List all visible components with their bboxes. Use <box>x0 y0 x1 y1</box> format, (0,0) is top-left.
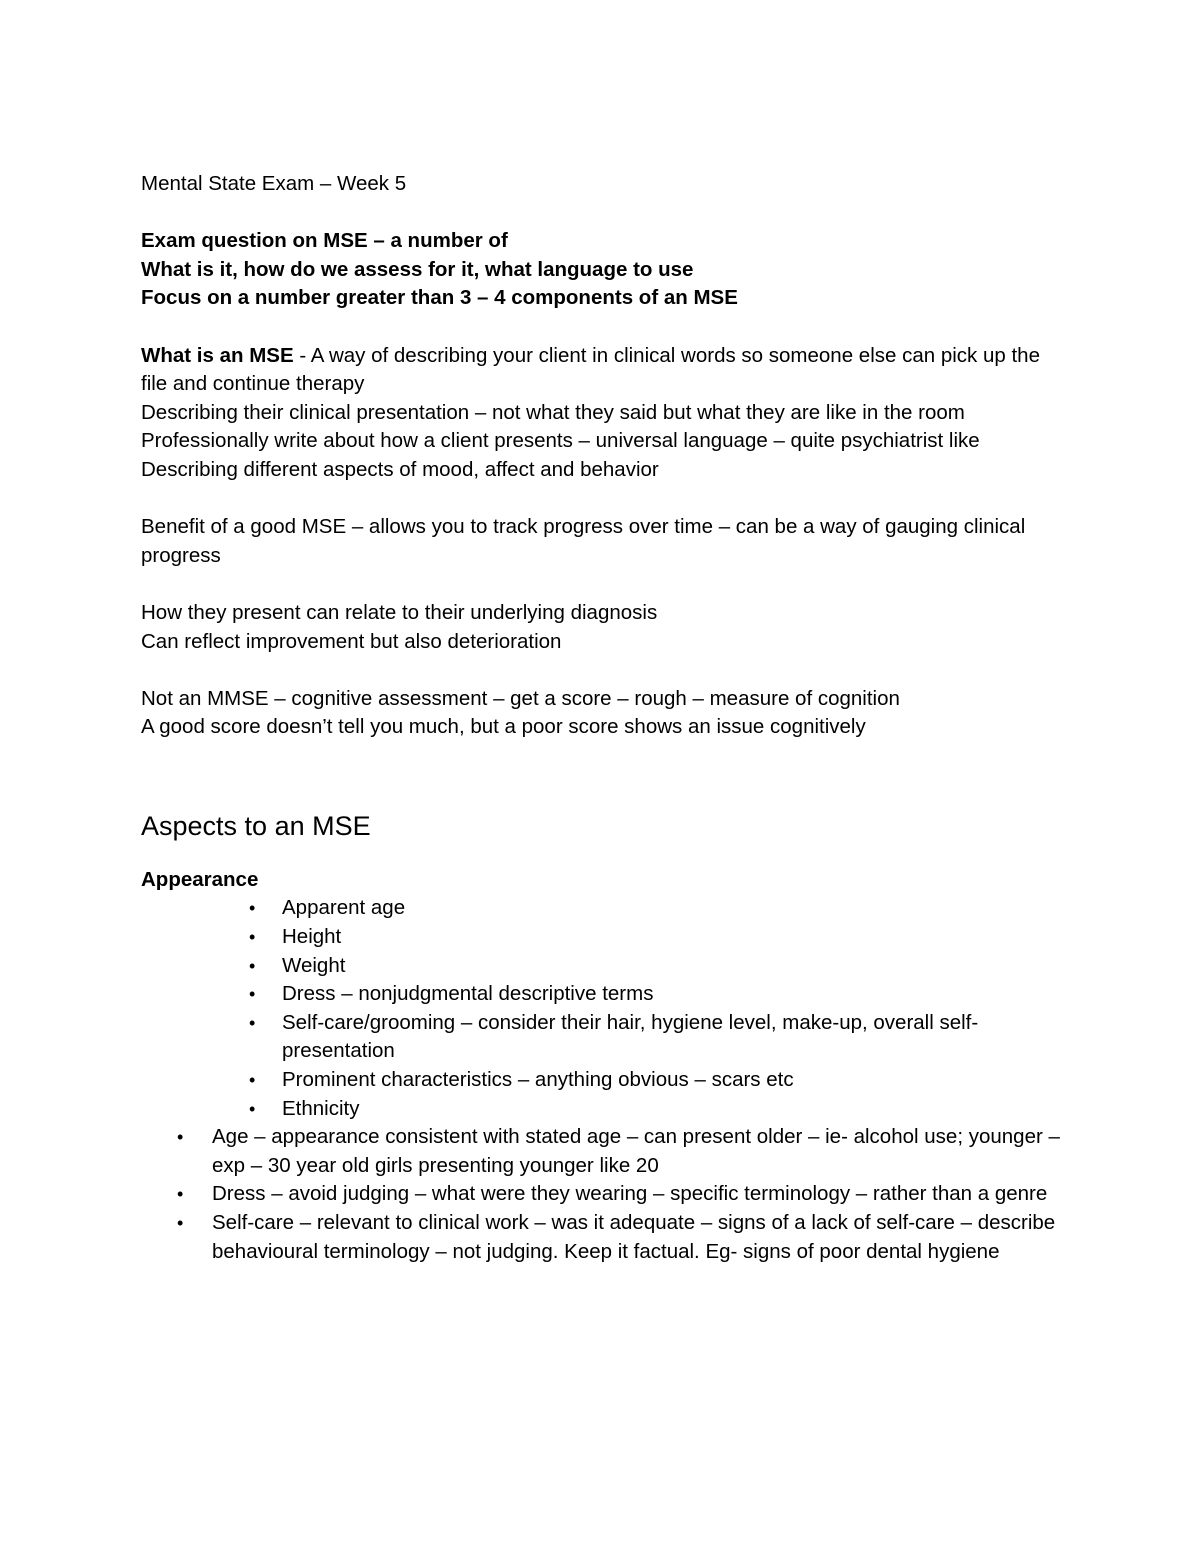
list-item-text: Self-care – relevant to clinical work – was it adequate – signs of a lack of self-care – describe behavioural terminology – not judging. Keep it factual. Eg- signs of poor dental hygiene <box>212 1211 1056 1263</box>
list-item-text: Prominent characteristics – anything obvious – scars etc <box>282 1068 794 1092</box>
what-is-line-2: Professionally write about how a client presents – universal language – quite psychiatrist like <box>141 429 980 453</box>
list-item-text: Apparent age <box>282 896 406 920</box>
bullet-icon: • <box>249 898 256 919</box>
list-item <box>141 1009 1071 1066</box>
bullet-icon: • <box>249 1070 256 1091</box>
bullet-icon: • <box>177 1213 184 1233</box>
bullet-icon: • <box>249 1098 256 1119</box>
spacer <box>141 313 1071 342</box>
intro-line-3: Focus on a number greater than 3 – 4 components of an MSE <box>141 286 738 310</box>
list-item <box>141 1066 1071 1095</box>
document-body <box>141 170 1071 1266</box>
appearance-outer-list <box>141 1123 1071 1266</box>
bullet-icon: • <box>177 1184 184 1205</box>
appearance-inner-list <box>141 894 1071 1123</box>
bullet-icon: • <box>249 984 256 1005</box>
bullet-icon: • <box>249 1012 256 1033</box>
intro-line-2: What is it, how do we assess for it, what language to use <box>141 257 694 281</box>
spacer <box>141 656 1071 685</box>
list-item-text: Height <box>282 925 342 949</box>
list-item <box>141 980 1071 1009</box>
what-is-mse-paragraph <box>141 342 1071 399</box>
bullet-icon: • <box>249 955 256 976</box>
list-item-text: Weight <box>282 953 346 977</box>
spacer <box>141 570 1071 599</box>
list-item-text: Age – appearance consistent with stated age – can present older – ie- alcohol use; younger – exp – 30 year old girls presenting younger like 20 <box>212 1125 1060 1177</box>
list-item <box>141 1123 1071 1180</box>
mmse-line-1: Not an MMSE – cognitive assessment – get a score – rough – measure of cognition <box>141 686 900 710</box>
bullet-icon: • <box>177 1127 184 1148</box>
spacer <box>141 846 1071 866</box>
list-item <box>141 1180 1071 1209</box>
list-item <box>141 1209 1071 1266</box>
what-is-line-1: Describing their clinical presentation – not what they said but what they are like in the room <box>141 400 965 424</box>
what-is-mse-label: What is an MSE <box>141 343 294 367</box>
document-title: Mental State Exam – Week 5 <box>141 172 407 195</box>
what-is-mse-text: - A way of describing your client in clinical words so someone else can pick up the file and continue therapy <box>141 343 1040 396</box>
list-item-text: Dress – nonjudgmental descriptive terms <box>282 982 654 1006</box>
list-item <box>141 1095 1071 1124</box>
section-heading: Aspects to an MSE <box>141 810 371 841</box>
appearance-label: Appearance <box>141 867 259 891</box>
list-item <box>141 923 1071 952</box>
present-line-2: Can reflect improvement but also deterioration <box>141 629 562 653</box>
spacer <box>141 742 1071 806</box>
list-item <box>141 952 1071 981</box>
list-item <box>141 894 1071 923</box>
spacer <box>141 485 1071 514</box>
present-line-1: How they present can relate to their underlying diagnosis <box>141 600 658 624</box>
spacer <box>141 199 1071 228</box>
bullet-icon: • <box>249 927 256 948</box>
benefit-paragraph: Benefit of a good MSE – allows you to track progress over time – can be a way of gauging clinical progress <box>141 515 1026 567</box>
intro-line-1: Exam question on MSE – a number of <box>141 229 508 253</box>
what-is-line-3: Describing different aspects of mood, affect and behavior <box>141 457 659 481</box>
mmse-line-2: A good score doesn’t tell you much, but a poor score shows an issue cognitively <box>141 715 866 739</box>
list-item-text: Ethnicity <box>282 1096 360 1120</box>
list-item-text: Dress – avoid judging – what were they wearing – specific terminology – rather than a genre <box>212 1182 1048 1206</box>
list-item-text: Self-care/grooming – consider their hair, hygiene level, make-up, overall self-presentation <box>282 1010 979 1063</box>
